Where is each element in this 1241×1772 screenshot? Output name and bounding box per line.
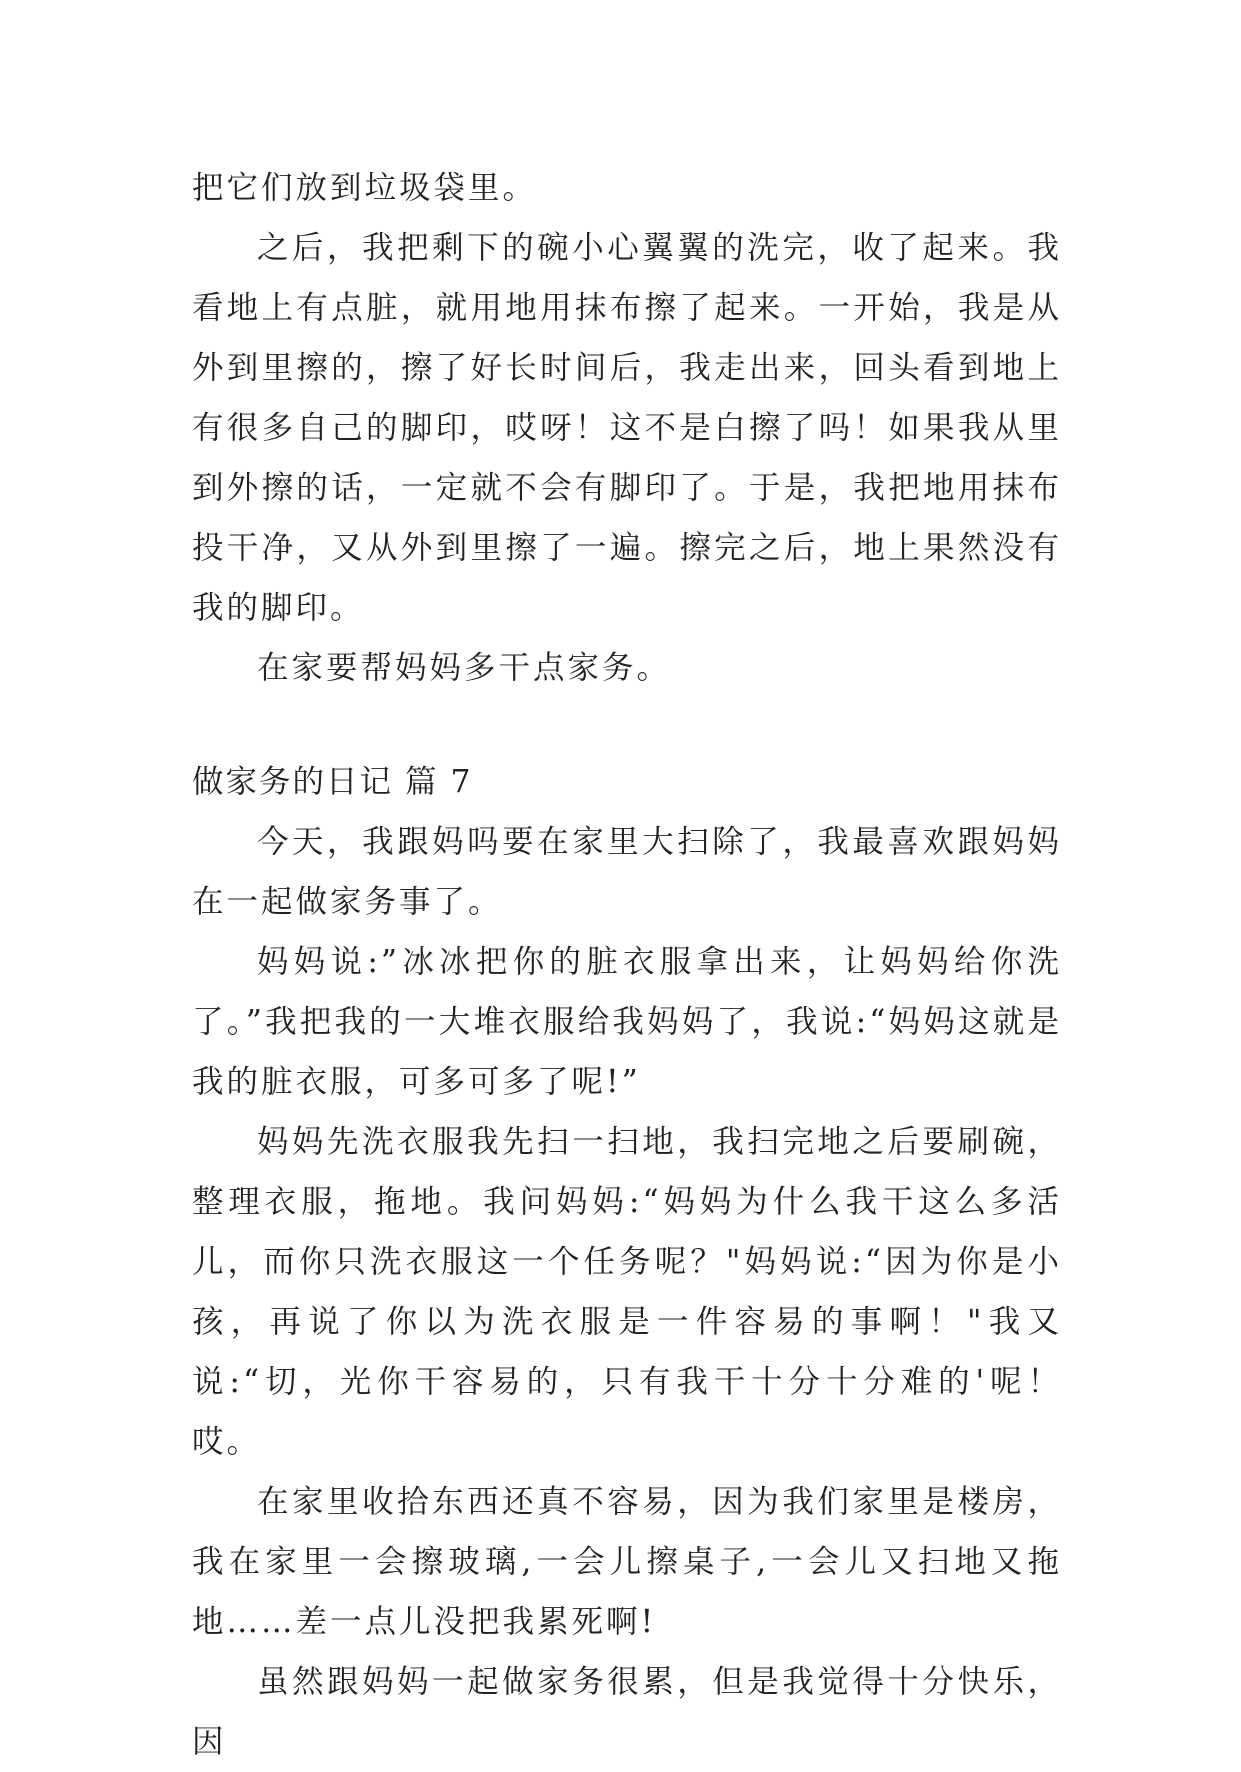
paragraph-chores-dialogue: 妈妈先洗衣服我先扫一扫地，我扫完地之后要刷碗，整理衣服，拖地。我问妈妈:“妈妈为什么我干这么多活儿，而你只洗衣服这一个任务呢？"妈妈说:“因为你是小孩，再说了你以为洗衣服是一件容易的事啊！"我又说:“切，光你干容易的，只有我干十分十分难的'呢！哎。 [192,1124,1062,1460]
paragraph-happy: 虽然跟妈妈一起做家务很累，但是我觉得十分快乐，因 [192,1664,1062,1760]
document-body [192,158,1062,1772]
paragraph-wiping-floor: 之后，我把剩下的碗小心翼翼的洗完，收了起来。我看地上有点脏，就用地用抹布擦了起来。一开始，我是从外到里擦的，擦了好长时间后，我走出来，回头看到地上有很多自己的脚印，哎呀！这不是白擦了吗！如果我从里到外擦的话，一定就不会有脚印了。于是，我把地用抹布投干净，又从外到里擦了一遍。擦完之后，地上果然没有我的脚印。 [192,230,1062,626]
paragraph-continuation: 把它们放到垃圾袋里。 [192,170,538,206]
paragraph-help-mom: 在家要帮妈妈多干点家务。 [257,650,672,686]
paragraph-tidying: 在家里收拾东西还真不容易，因为我们家里是楼房，我在家里一会擦玻璃,一会儿擦桌子,一会儿又扫地又拖地……差一点儿没把我累死啊! [192,1484,1062,1640]
paragraph-cleaning-day: 今天，我跟妈吗要在家里大扫除了，我最喜欢跟妈妈在一起做家务事了。 [192,824,1062,920]
paragraph-dirty-clothes: 妈妈说:”冰冰把你的脏衣服拿出来，让妈妈给你洗了。”我把我的一大堆衣服给我妈妈了，我说:“妈妈这就是我的脏衣服，可多可多了呢!” [192,944,1062,1100]
section-heading: 做家务的日记 篇 7 [192,764,473,800]
section-spacer [192,698,1062,752]
